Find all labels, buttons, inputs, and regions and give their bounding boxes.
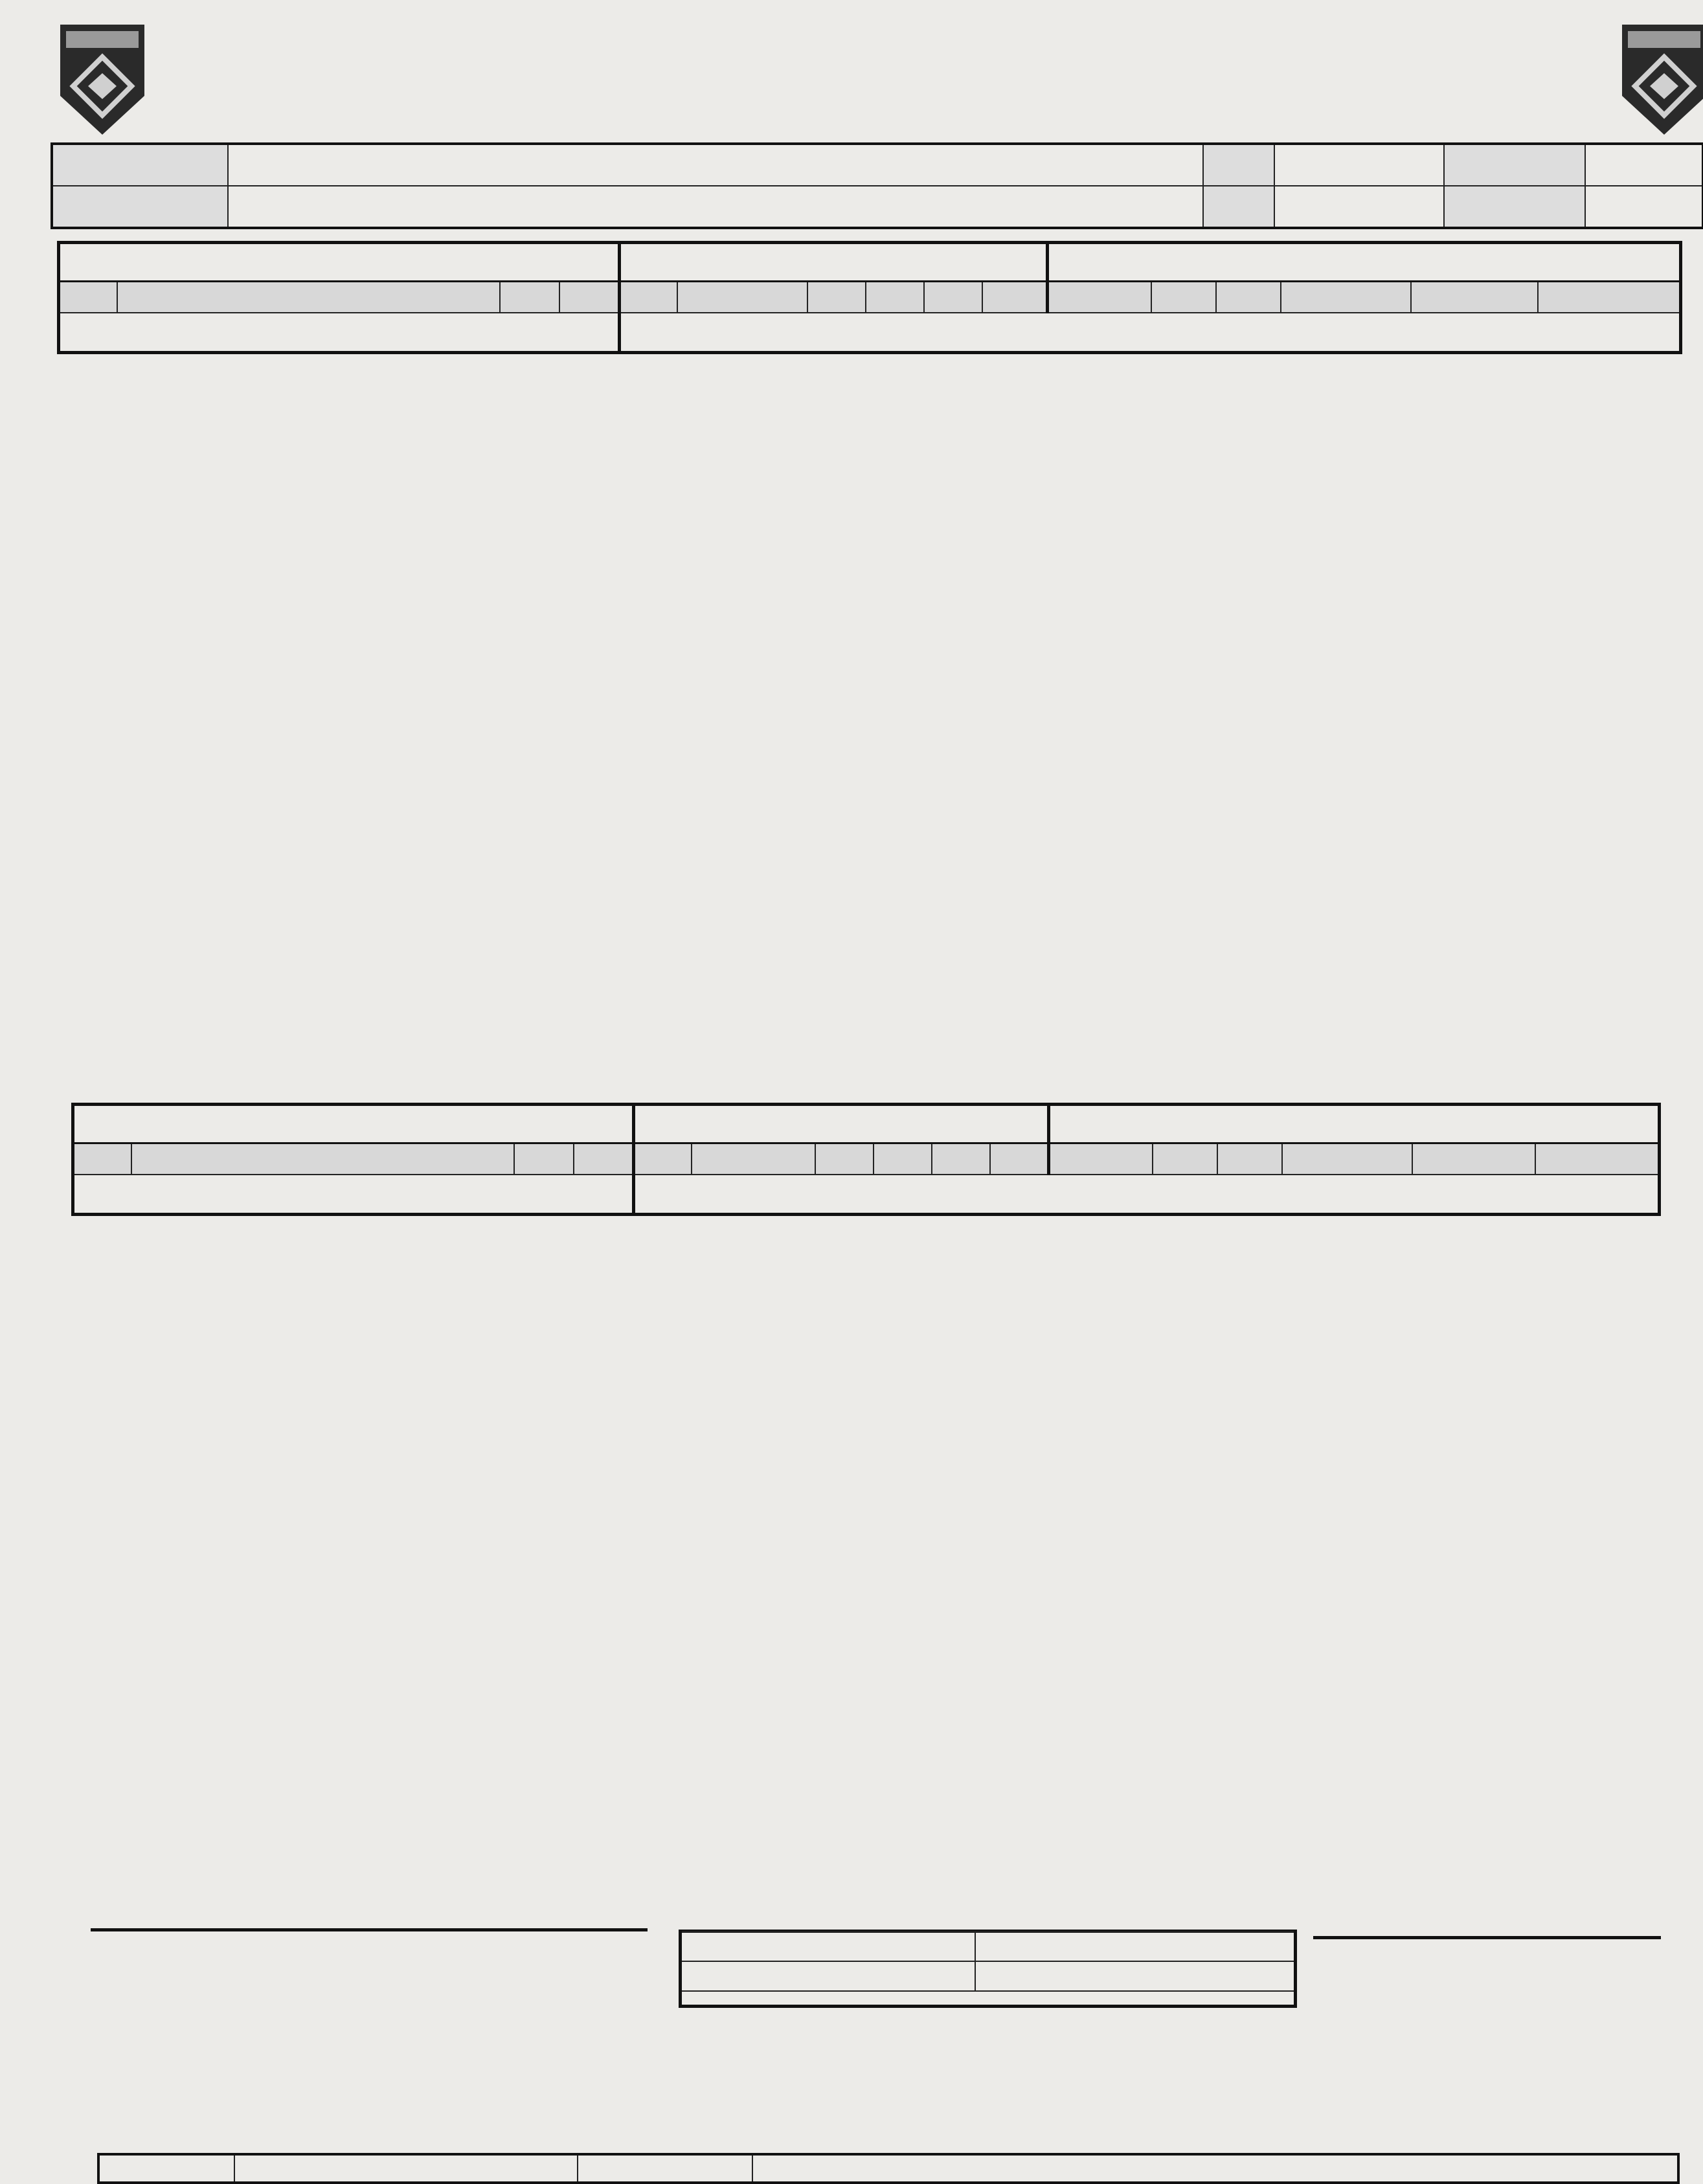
game-start <box>681 1931 975 1961</box>
federation-logo-left <box>57 18 148 141</box>
col-pen-start-header <box>1411 282 1538 313</box>
game-stats-table <box>91 1928 648 1931</box>
time-value <box>1274 186 1444 228</box>
team-b-penalties-title <box>1048 1105 1659 1143</box>
team-a-goals-title <box>619 243 1047 282</box>
col-pen-num-header <box>1153 1143 1217 1175</box>
col-pos-header <box>500 282 559 313</box>
team-b-heading <box>73 1105 634 1143</box>
col-pen-num-header <box>1151 282 1216 313</box>
col-assist1-header <box>866 282 924 313</box>
col-goal-scorer-header <box>815 1143 874 1175</box>
col-pen-end-header <box>1538 282 1681 313</box>
game-end <box>975 1931 1296 1961</box>
col-pen-infraction-header <box>1281 282 1410 313</box>
col-goal-time-header <box>692 1143 815 1175</box>
timeout-a <box>681 1961 975 1991</box>
col-pen-min-header <box>1217 1143 1282 1175</box>
col-situation-header <box>990 1143 1048 1175</box>
col-goal-scorer-header <box>807 282 866 313</box>
best-player-label <box>98 2154 234 2183</box>
game-number-value <box>1585 144 1703 186</box>
col-played-header <box>559 282 619 313</box>
col-name-header <box>117 282 500 313</box>
spectators-value <box>1585 186 1703 228</box>
game-number-label <box>1444 144 1585 186</box>
col-assist2-header <box>932 1143 990 1175</box>
col-played-header <box>574 1143 633 1175</box>
col-goal-time-header <box>677 282 807 313</box>
team-b-coach <box>633 1175 1659 1215</box>
team-a-penalties-title <box>1047 243 1680 282</box>
referees-label <box>578 2154 752 2183</box>
competition-label <box>52 144 228 186</box>
date-label <box>1203 144 1274 186</box>
team-a-heading <box>59 243 620 282</box>
col-pen-min-header <box>1216 282 1281 313</box>
col-assist1-header <box>874 1143 932 1175</box>
match-header <box>51 142 1703 229</box>
goalie-stats-table <box>679 1930 1297 2008</box>
col-pen-end-header <box>1535 1143 1660 1175</box>
col-pen-infraction-header <box>1282 1143 1412 1175</box>
date-value <box>1274 144 1444 186</box>
team-b-goals-title <box>633 1105 1048 1143</box>
team-b-section <box>71 1103 1661 1216</box>
col-goal-num-header <box>619 282 677 313</box>
bottom-strip <box>97 2153 1680 2184</box>
team-b-head-coach <box>73 1175 634 1215</box>
col-number-header <box>59 282 117 313</box>
col-assist2-header <box>924 282 982 313</box>
col-goal-num-header <box>633 1143 692 1175</box>
col-situation-header <box>982 282 1047 313</box>
col-pen-start-header <box>1412 1143 1535 1175</box>
col-pos-header <box>514 1143 574 1175</box>
competition-value <box>228 144 1203 186</box>
timeout-b <box>975 1961 1296 1991</box>
team-a-section <box>57 241 1682 354</box>
venue-label <box>52 186 228 228</box>
spectators-label <box>1444 186 1585 228</box>
col-name-header <box>131 1143 514 1175</box>
team-a-head-coach <box>59 313 620 353</box>
venue-value <box>228 186 1203 228</box>
federation-logo-right <box>1619 18 1703 141</box>
col-pen-time-header <box>1047 282 1151 313</box>
goalie-play-table <box>1313 1936 1661 1939</box>
col-number-header <box>73 1143 131 1175</box>
time-label <box>1203 186 1274 228</box>
col-pen-time-header <box>1048 1143 1152 1175</box>
team-a-coach <box>619 313 1680 353</box>
